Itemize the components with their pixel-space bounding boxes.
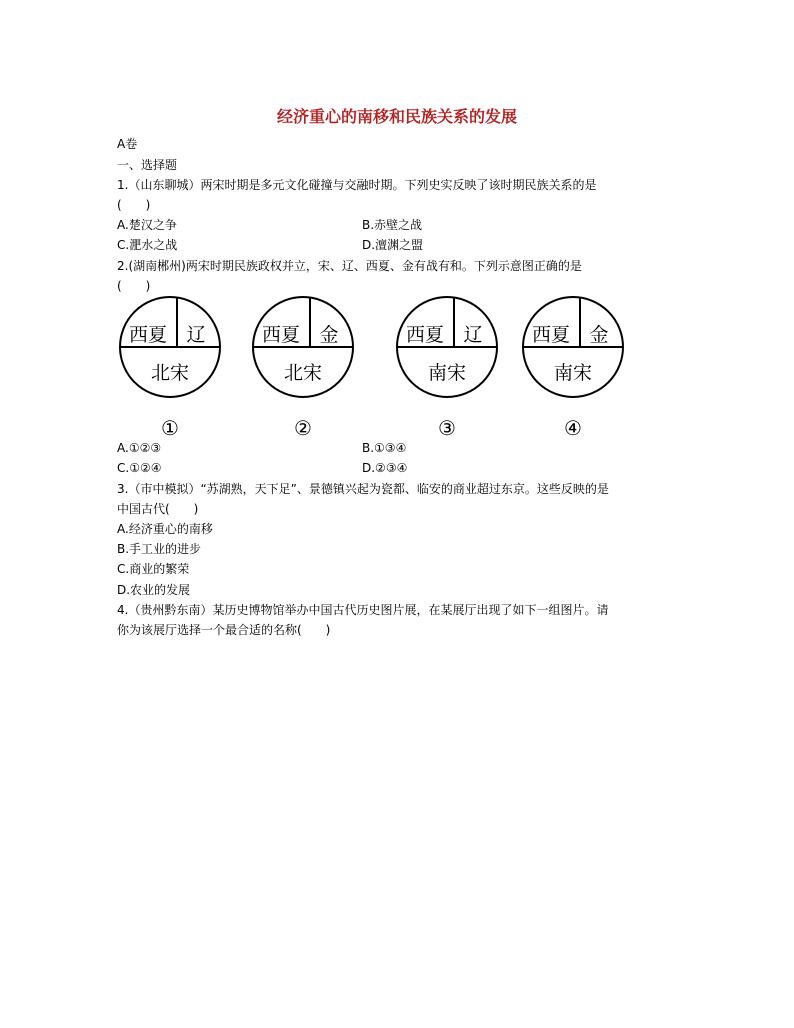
q2-option-a: A.①②③: [117, 441, 162, 455]
q1-stem-line1: 1.（山东聊城）两宋时期是多元文化碰撞与交融时期。下列史实反映了该时期民族关系的是: [117, 178, 597, 192]
q1-stem-line2: ( ): [117, 198, 151, 212]
q2-diagram-4-right: 金: [589, 324, 609, 346]
q2-diagram-3-number: ③: [438, 416, 456, 440]
q3-option-c: C.商业的繁荣: [117, 562, 190, 576]
q3-stem-line1: 3.（市中模拟）“苏湖熟，天下足”、景德镇兴起为瓷都、临安的商业超过东京。这些反映的是: [117, 482, 609, 496]
q2-diagram-1-right: 辽: [186, 324, 206, 346]
q2-option-b: B.①③④: [362, 441, 407, 455]
q2-diagram-1-bottom: 北宋: [150, 362, 190, 384]
q2-stem-line2: ( ): [117, 279, 151, 293]
section-a-label: A卷: [117, 137, 138, 151]
q2-diagram-2-left: 西夏: [261, 324, 301, 346]
q1-option-d: D.澶渊之盟: [362, 238, 424, 252]
q2-diagram-set: [117, 295, 627, 440]
q2-diagram-4: [523, 297, 623, 440]
q2-diagram-2-bottom: 北宋: [283, 362, 323, 384]
q2-diagram-4-bottom: 南宋: [553, 362, 593, 384]
q2-diagram-2-right: 金: [319, 324, 339, 346]
q2-diagram-4-number: ④: [564, 416, 582, 440]
document-title: 经济重心的南移和民族关系的发展: [276, 107, 517, 126]
q3-stem-line2: 中国古代( ): [117, 502, 199, 516]
q1-option-b: B.赤壁之战: [362, 218, 423, 232]
q2-diagram-3: [397, 297, 497, 440]
q2-diagram-3-bottom: 南宋: [427, 362, 467, 384]
q2-option-d: D.②③④: [362, 461, 408, 475]
q4-stem-line2: 你为该展厅选择一个最合适的名称( ): [117, 623, 331, 637]
q3-option-a: A.经济重心的南移: [117, 522, 213, 536]
q2-diagram-1: [120, 297, 220, 440]
q3-option-d: D.农业的发展: [117, 583, 191, 597]
q2-diagram-1-number: ①: [161, 416, 179, 440]
q4-stem-line1: 4.（贵州黔东南）某历史博物馆举办中国古代历史图片展，在某展厅出现了如下一组图片。请: [117, 603, 609, 617]
q2-stem-line1: 2.(湖南郴州)两宋时期民族政权并立，宋、辽、西夏、金有战有和。下列示意图正确的是: [117, 259, 582, 273]
q2-diagram-3-left: 西夏: [405, 324, 445, 346]
q2-option-c: C.①②④: [117, 461, 162, 475]
q2-diagram-1-left: 西夏: [128, 324, 168, 346]
q2-diagram-3-right: 辽: [463, 324, 483, 346]
part1-heading: 一、选择题: [117, 158, 178, 172]
q2-diagram-2: [253, 297, 353, 440]
q1-option-a: A.楚汉之争: [117, 218, 177, 232]
q3-option-b: B.手工业的进步: [117, 542, 202, 556]
q2-diagram-4-left: 西夏: [531, 324, 571, 346]
q2-diagram-2-number: ②: [294, 416, 312, 440]
q1-option-c: C.淝水之战: [117, 238, 178, 252]
